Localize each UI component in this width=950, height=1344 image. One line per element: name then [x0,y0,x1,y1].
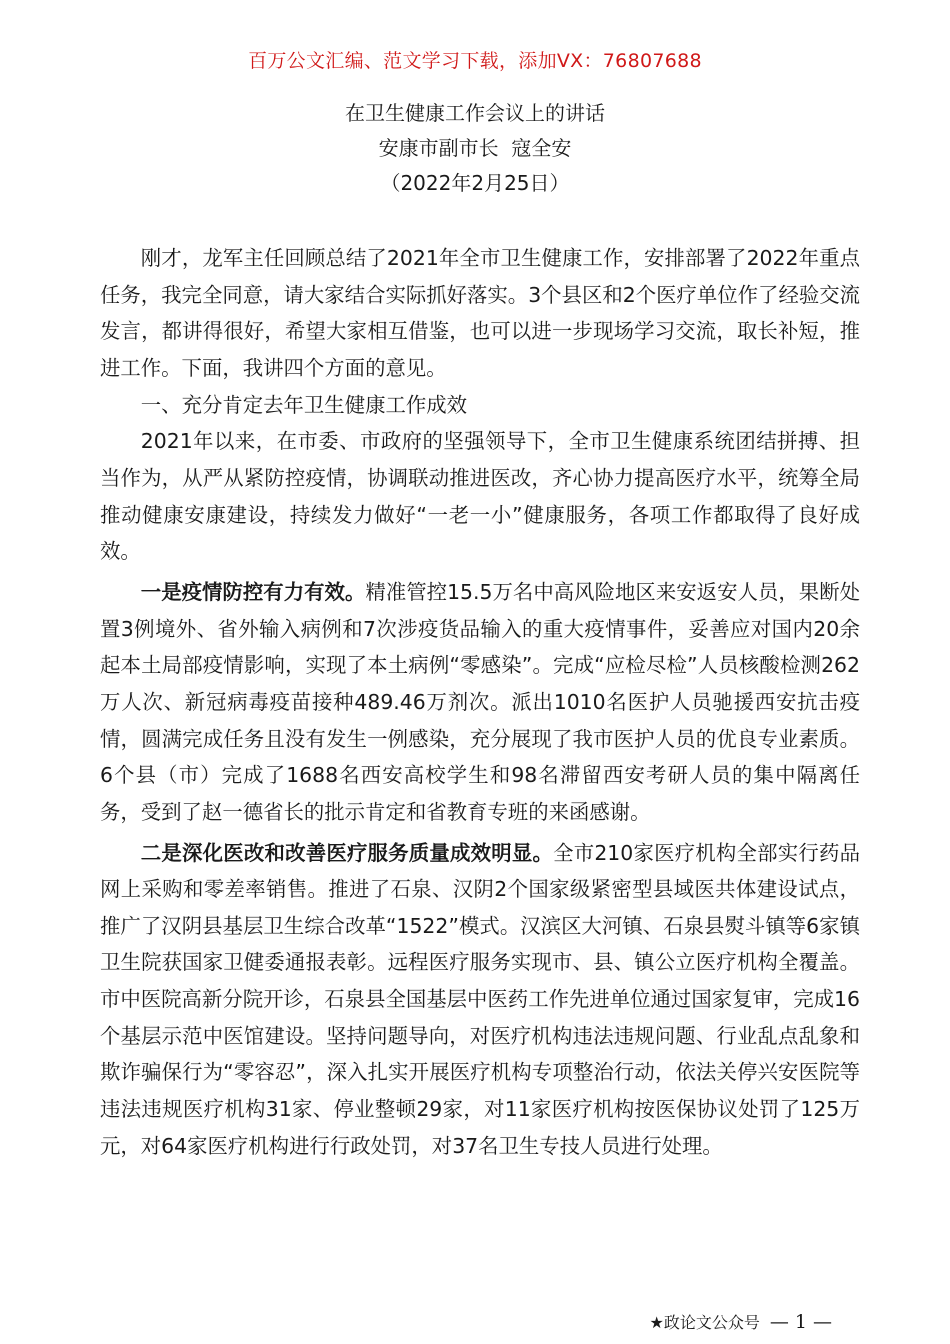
paragraph [100,240,860,387]
paragraph-text: 2021年以来，在市委、市政府的坚强领导下，全市卫生健康系统团结拼搏、担当作为，从严从紧防控疫情，协调联动推进医改，齐心协力提高医疗水平，统筹全局推动健康安康建设，持续发力做好“一老一小”健康服务，各项工作都取得了良好成效。 [100,429,860,564]
paragraph-text: 全市210家医疗机构全部实行药品网上采购和零差率销售。推进了石泉、汉阴2个国家级紧密型县域医共体建设试点，推广了汉阴县基层卫生综合改革“1522”模式。汉滨区大河镇、石泉县熨斗镇等6家镇卫生院获国家卫健委通报表彰。远程医疗服务实现市、县、镇公立医疗机构全覆盖。市中医院高新分院开诊，石泉县全国基层中医药工作先进单位通过国家复审，完成16个基层示范中医馆建设。坚持问题导向，对医疗机构违法违规问题、行业乱点乱象和欺诈骗保行为“零容忍”，深入扎实开展医疗机构专项整治行动，依法关停兴安医院等违法违规医疗机构31家、停业整顿29家，对11家医疗机构按医保协议处罚了125万元，对64家医疗机构进行行政处罚，对37名卫生专技人员进行处理。 [100,840,861,1158]
page-number: — 1 — [769,1311,832,1333]
speech-date: （2022年2月25日） [380,171,570,195]
speech-header [0,96,950,201]
section-heading-text: 一、充分肯定去年卫生健康工作成效 [140,392,468,417]
paragraph [100,835,860,1165]
speaker-line: 安康市副市长 寇全安 [378,136,572,160]
section-heading [100,387,860,424]
paragraph-lead: 二是深化医改和改善医疗服务质量成效明显。 [140,840,554,865]
speech-title: 在卫生健康工作会议上的讲话 [345,101,605,125]
page-footer [649,1310,832,1333]
paragraph-text: 精准管控15.5万名中高风险地区来安返安人员，果断处置3例境外、省外输入病例和7次涉疫货品输入的重大疫情事件，妥善应对国内20余起本土局部疫情影响，实现了本土病例“零感染”。完成“应检尽检”人员核酸检测262万人次、新冠病毒疫苗接种489.46万剂次。派出1010名医护人员驰援西安抗击疫情，圆满完成任务且没有发生一例感染，充分展现了我市医护人员的优良专业素质。6个县（市）完成了1688名西安高校学生和98名滞留西安考研人员的集中隔离任务，受到了赵一德省长的批示肯定和省教育专班的来函感谢。 [100,579,861,824]
paragraph [100,423,860,570]
paragraph-lead: 一是疫情防控有力有效。 [140,579,366,604]
paragraph [100,574,860,831]
footer-source: ★政论文公众号 [649,1313,760,1332]
paragraph-text: 刚才，龙军主任回顾总结了2021年全市卫生健康工作，安排部署了2022年重点任务，我完全同意，请大家结合实际抓好落实。3个县区和2个医疗单位作了经验交流发言，都讲得很好，希望大家相互借鉴，也可以进一步现场学习交流，取长补短，推进工作。下面，我讲四个方面的意见。 [100,246,861,380]
watermark-banner: 百万公文汇编、范文学习下载，添加VX：76807688 [248,50,702,72]
speech-body [100,240,860,1164]
